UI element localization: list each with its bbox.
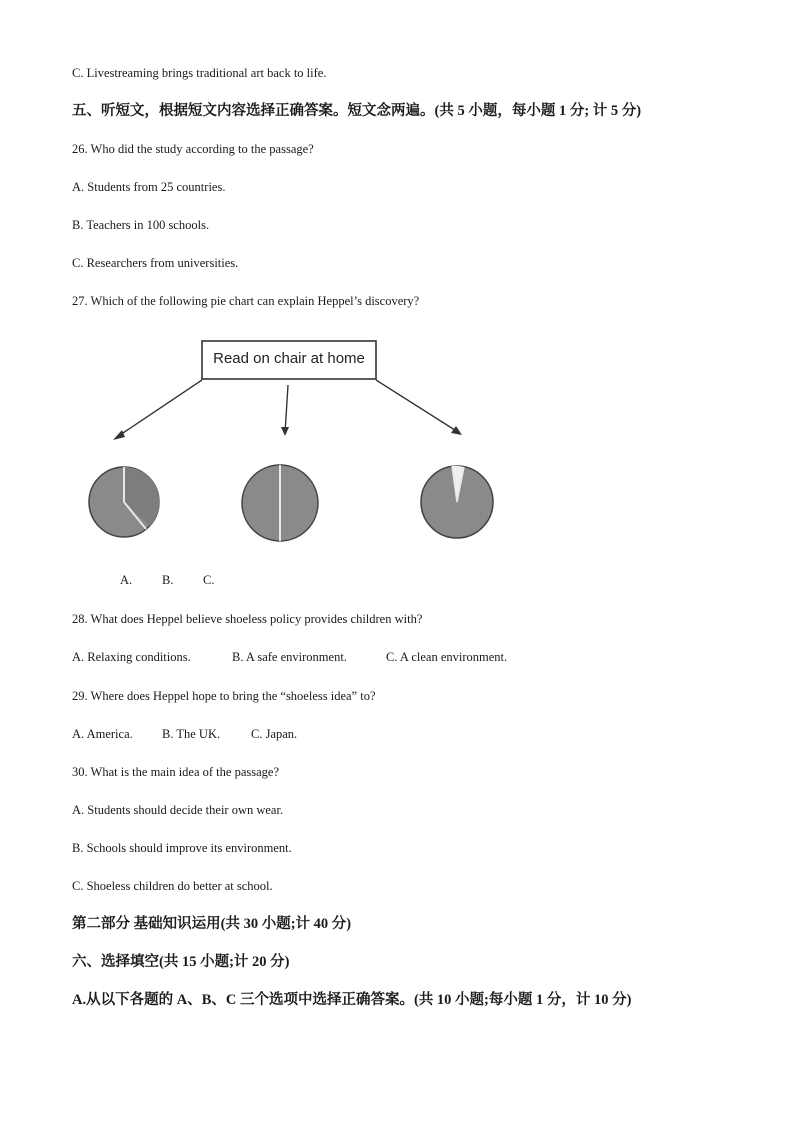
pie-chart-c [421, 466, 493, 538]
question-27: 27. Which of the following pie chart can explain Heppel’s discovery? [72, 294, 420, 308]
q28-options [72, 649, 507, 665]
pie-chart-figure [80, 330, 520, 590]
previous-option-c: C. Livestreaming brings traditional art back to life. [72, 66, 327, 80]
arrow-right [376, 380, 458, 432]
q28-option-b: B. A safe environment. [232, 650, 347, 664]
question-30: 30. What is the main idea of the passage? [72, 765, 279, 779]
q29-option-a: A. America. [72, 727, 133, 741]
pie-label-b: B. [162, 573, 174, 587]
q26-option-b: B. Teachers in 100 schools. [72, 218, 210, 232]
q28-option-c: C. A clean environment. [386, 650, 508, 664]
q30-option-b: B. Schools should improve its environment. [72, 841, 292, 855]
section-5-heading: 五、听短文，根据短文内容选择正确答案。短文念两遍。(共 5 小题，每小题 1 分; 计 5 分) [72, 103, 642, 119]
pie-label-c: C. [203, 573, 215, 587]
q30-option-a: A. Students should decide their own wear. [72, 803, 284, 817]
q29-options [72, 726, 297, 742]
arrow-middle [285, 385, 288, 433]
question-29: 29. Where does Heppel hope to bring the “shoeless idea” to? [72, 689, 376, 703]
question-28: 28. What does Heppel believe shoeless policy provides children with? [72, 612, 423, 626]
q30-option-c: C. Shoeless children do better at school. [72, 879, 273, 893]
arrow-left [117, 380, 202, 437]
arrowhead-left [113, 430, 125, 440]
q26-option-a: A. Students from 25 countries. [72, 180, 226, 194]
part-2-heading: 第二部分 基础知识运用(共 30 小题;计 40 分) [72, 916, 352, 932]
label-box-text: Read on chair at home [213, 350, 365, 367]
arrowhead-middle [281, 427, 289, 436]
q28-option-a: A. Relaxing conditions. [72, 650, 191, 664]
q26-option-c: C. Researchers from universities. [72, 256, 239, 270]
q29-option-c: C. Japan. [251, 727, 298, 741]
arrowhead-right [451, 426, 462, 435]
section-6-heading: 六、选择填空(共 15 小题;计 20 分) [72, 954, 290, 970]
pie-chart-b [242, 465, 318, 541]
pie-chart-a [89, 467, 160, 537]
q29-option-b: B. The UK. [162, 727, 221, 741]
section-a-heading: A.从以下各题的 A、B、C 三个选项中选择正确答案。(共 10 小题;每小题 1 分，计 10 分) [72, 992, 632, 1008]
pie-label-a: A. [120, 573, 133, 587]
question-26: 26. Who did the study according to the passage? [72, 142, 314, 156]
